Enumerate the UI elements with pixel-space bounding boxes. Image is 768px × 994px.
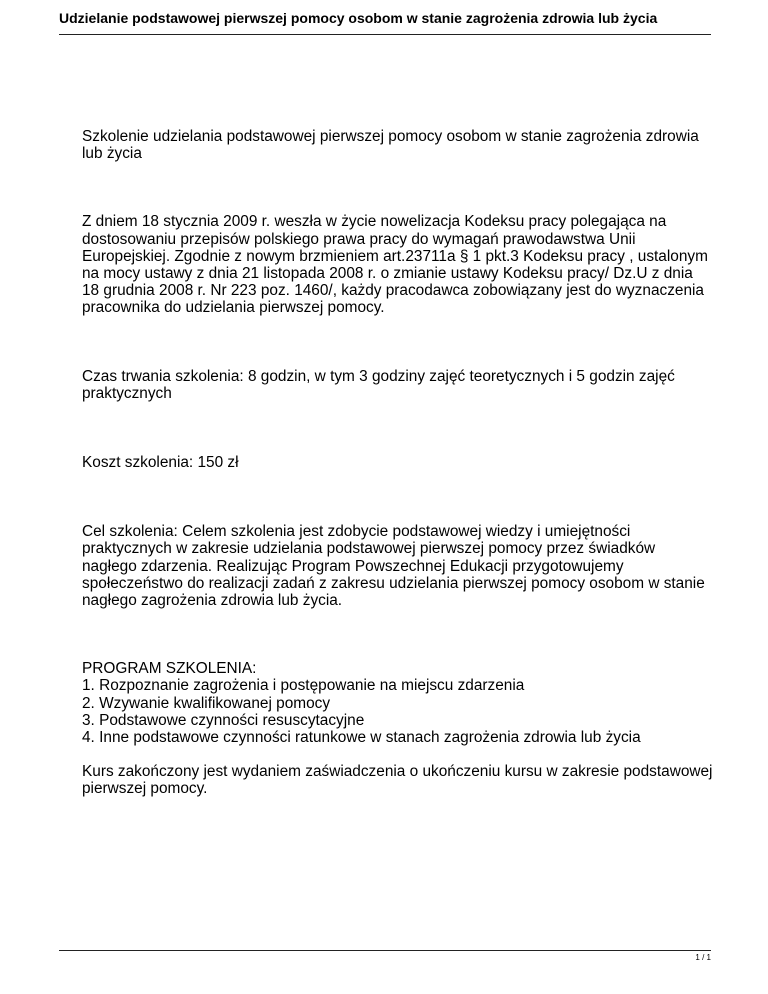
program-item: 3. Podstawowe czynności resuscytacyjne — [82, 711, 365, 729]
spacer — [82, 609, 714, 660]
spacer — [82, 162, 714, 213]
spacer — [82, 402, 714, 454]
legal-paragraph: Z dniem 18 stycznia 2009 r. weszła w życie nowelizacja Kodeksu pracy polegająca na dostosowaniu przepisów polskiego prawa pracy do wymagań prawodawstwa Unii Europejskiej. Zgodnie z nowym brzmieniem art.23711a § 1 pkt.3 Kodeksu pracy , ustalonym na mocy ustawy z dnia 21 listopada 2008 r. o zmianie ustawy Kodeksu pracy/ Dz.U z dnia 18 grudnia 2008 r. Nr 223 poz. 1460/, każdy pracodawca zobowiązany jest do wyznaczenia pracownika do udzielania pierwszej pomocy. — [82, 213, 708, 317]
program-list — [82, 677, 714, 746]
cost-paragraph: Koszt szkolenia: 150 zł — [82, 454, 239, 472]
spacer — [82, 471, 714, 523]
spacer — [82, 746, 714, 763]
page-header — [59, 10, 711, 35]
document-body — [82, 128, 714, 798]
intro-paragraph: Szkolenie udzielania podstawowej pierwszej pomocy osobom w stanie zagrożenia zdrowia lub życia — [82, 128, 699, 163]
closing-paragraph: Kurs zakończony jest wydaniem zaświadczenia o ukończeniu kursu w zakresie podstawowej pierwszej pomocy. — [82, 763, 713, 798]
duration-paragraph: Czas trwania szkolenia: 8 godzin, w tym 3 godziny zajęć teoretycznych i 5 godzin zajęć praktycznych — [82, 367, 675, 402]
goal-paragraph: Cel szkolenia: Celem szkolenia jest zdobycie podstawowej wiedzy i umiejętności praktycznych w zakresie udzielania podstawowej pierwszej pomocy przez świadków nagłego zdarzenia. Realizując Program Powszechnej Edukacji przygotowujemy społeczeństwo do realizacji zadań z zakresu udzielania pierwszej pomocy osobom w stanie nagłego zagrożenia zdrowia lub życia. — [82, 523, 705, 610]
page-number: 1 / 1 — [695, 953, 711, 962]
spacer — [82, 317, 714, 368]
program-title: PROGRAM SZKOLENIA: — [82, 660, 257, 678]
program-item: 1. Rozpoznanie zagrożenia i postępowanie na miejscu zdarzenia — [82, 677, 525, 695]
document-title: Udzielanie podstawowej pierwszej pomocy osobom w stanie zagrożenia zdrowia lub życia — [59, 10, 658, 26]
program-item: 2. Wzywanie kwalifikowanej pomocy — [82, 694, 331, 712]
footer-divider — [59, 950, 711, 951]
program-item: 4. Inne podstawowe czynności ratunkowe w stanach zagrożenia zdrowia lub życia — [82, 729, 641, 747]
